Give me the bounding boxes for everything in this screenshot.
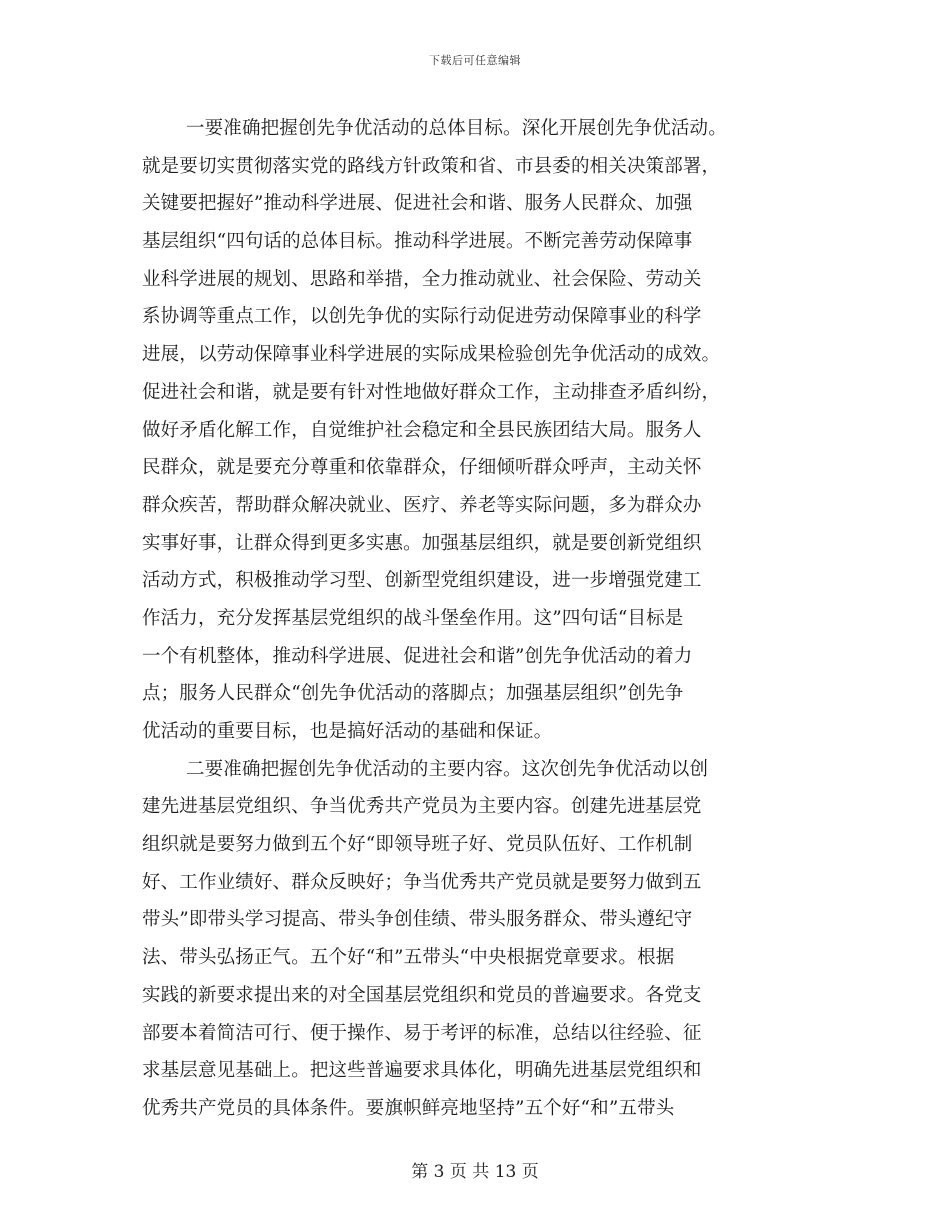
text-line: 组织就是要努力做到五个好“即领导班子好、党员队伍好、工作机制	[142, 834, 693, 856]
text-line: 活动方式，积极推动学习型、创新型党组织建设，进一步增强党建工	[142, 570, 702, 592]
text-line: 带头”即带头学习提高、带头争创佳绩、带头服务群众、带头遵纪守	[142, 909, 693, 931]
text-line: 求基层意见基础上。把这些普遍要求具体化，明确先进基层党组织和	[142, 1060, 702, 1082]
text-line: 业科学进展的规划、思路和举措，全力推动就业、社会保险、劳动关	[142, 268, 702, 290]
text-line: 实践的新要求提出来的对全国基层党组织和党员的普遍要求。各党支	[142, 984, 702, 1006]
text-line: 优活动的重要目标，也是搞好活动的基础和保证。	[142, 721, 553, 742]
text-line: 法、带头弘扬正气。五个好“和”五带头“中央根据党章要求。根据	[142, 947, 675, 969]
text-line: 点；服务人民群众“创先争优活动的落脚点；加强基层组织”创先争	[142, 683, 684, 705]
text-line: 做好矛盾化解工作，自觉维护社会稳定和全县民族团结大局。服务人	[142, 419, 702, 441]
page-header: 下载后可任意编辑	[429, 54, 521, 67]
page-number-footer: 第 3 页 共 13 页	[411, 1162, 539, 1182]
text-line: 系协调等重点工作，以创先争优的实际行动促进劳动保障事业的科学	[142, 306, 702, 328]
text-line: 基层组织“四句话的总体目标。推动科学进展。不断完善劳动保障事	[142, 231, 693, 253]
text-line: 部要本着简洁可行、便于操作、易于考评的标准，总结以往经验、征	[142, 1022, 702, 1044]
text-line: 优秀共产党员的具体条件。要旗帜鲜亮地坚持”五个好“和”五带头	[142, 1097, 675, 1119]
text-line: 群众疾苦，帮助群众解决就业、医疗、养老等实际问题，多为群众办	[142, 494, 702, 516]
text-line: 就是要切实贯彻落实党的路线方针政策和省、市县委的相关决策部署，	[142, 155, 721, 177]
text-line: 民群众，就是要充分尊重和依靠群众，仔细倾听群众呼声，主动关怀	[142, 457, 702, 479]
text-line: 进展，以劳动保障事业科学进展的实际成果检验创先争优活动的成效。	[142, 344, 721, 366]
text-line: 关键要把握好”推动科学进展、促进社会和谐、服务人民群众、加强	[142, 193, 693, 215]
text-line: 二要准确把握创先争优活动的主要内容。这次创先争优活动以创	[186, 758, 709, 780]
text-line: 建先进基层党组织、争当优秀共产党员为主要内容。创建先进基层党	[142, 796, 702, 818]
text-line: 实事好事，让群众得到更多实惠。加强基层组织，就是要创新党组织	[142, 532, 702, 554]
document-body	[142, 110, 812, 1128]
text-line: 好、工作业绩好、群众反映好；争当优秀共产党员就是要努力做到五	[142, 871, 702, 893]
text-line: 作活力，充分发挥基层党组织的战斗堡垒作用。这”四句话“目标是	[142, 607, 684, 629]
text-line: 一个有机整体，推动科学进展、促进社会和谐”创先争优活动的着力	[142, 645, 693, 667]
text-line: 促进社会和谐，就是要有针对性地做好群众工作，主动排查矛盾纠纷，	[142, 381, 721, 403]
text-line: 一要准确把握创先争优活动的总体目标。深化开展创先争优活动。	[186, 118, 727, 139]
